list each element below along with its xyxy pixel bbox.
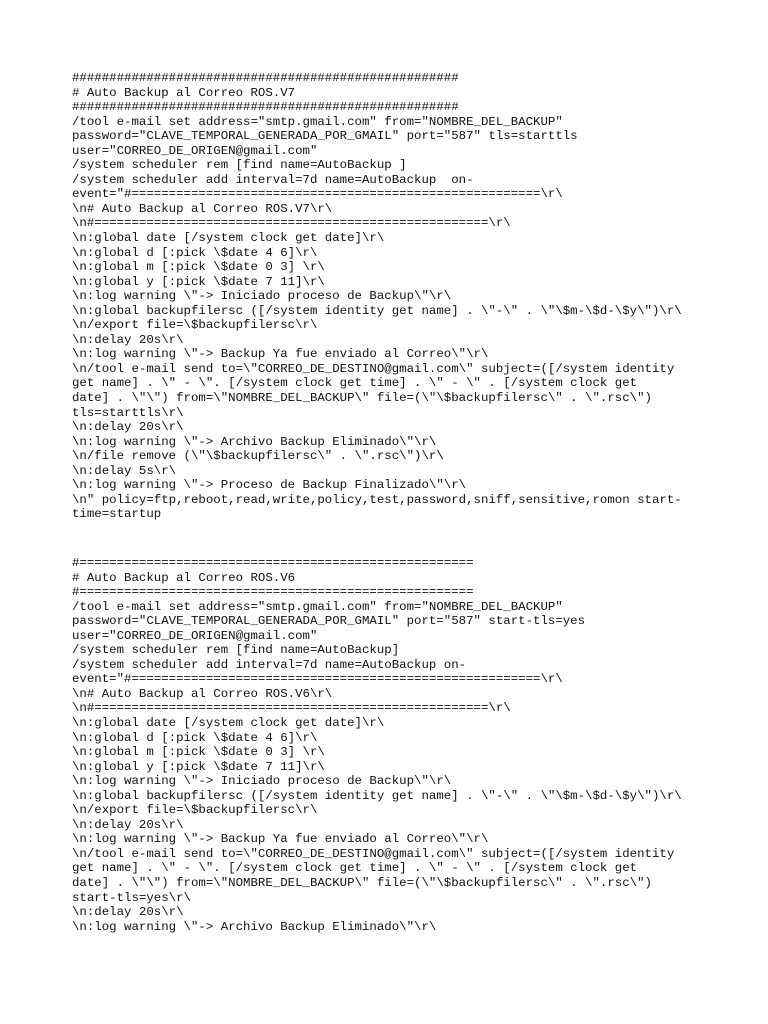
script-block-ros-v6: #===================================================== # Auto Backup al Correo ROS.V6 #===================================================== /tool e-mail set address="smtp.gmail.com" from="NOMBRE_DEL_BACKUP" password="CLAVE_TEMPORAL_GENERADA_POR_GMAIL" port="587" start-tls=yes user="CORREO_DE_ORIGEN@gmail.com" /system scheduler rem [find name=AutoBackup] /system scheduler add interval=7d name=AutoBackup on- event="#=======================================================\r\ \n# Auto Backup al Correo ROS.V6\r\ \n#=====================================================\r\ \n:global date [/system clock get date]\r\ \n:global d [:pick \$date 4 6]\r\ \n:global m [:pick \$date 0 3] \r\ \n:global y [:pick \$date 7 11]\r\ \n:log warning \"-> Iniciado proceso de Backup\"\r\ \n:global backupfilersc ([/system identity get name] . \"-\" . \"\$m-\$d-\$y\")\r\ \n/export file=\$backupfilersc\r\ \n:delay 20s\r\ \n:log warning \"-> Backup Ya fue enviado al Correo\"\r\ \n/tool e-mail send to=\"CORREO_DE_DESTINO@gmail.com\" subject=([/system identity get name] . \" - \". [/system clock get time] . \" - \" . [/system clock get date] . \"\") from=\"NOMBRE_DEL_BACKUP\" file=(\"\$backupfilersc\" . \".rsc\") start-tls=yes\r\ \n:delay 20s\r\ \n:log warning \"-> Archivo Backup Eliminado\"\r\ [72,556,682,934]
script-block-ros-v7: #################################################### # Auto Backup al Correo ROS.V7 #################################################### /tool e-mail set address="smtp.gmail.com" from="NOMBRE_DEL_BACKUP" password="CLAVE_TEMPORAL_GENERADA_POR_GMAIL" port="587" tls=starttls user="CORREO_DE_ORIGEN@gmail.com" /system scheduler rem [find name=AutoBackup ] /system scheduler add interval=7d name=AutoBackup on- event="#=======================================================\r\ \n# Auto Backup al Correo ROS.V7\r\ \n#=====================================================\r\ \n:global date [/system clock get date]\r\ \n:global d [:pick \$date 4 6]\r\ \n:global m [:pick \$date 0 3] \r\ \n:global y [:pick \$date 7 11]\r\ \n:log warning \"-> Iniciado proceso de Backup\"\r\ \n:global backupfilersc ([/system identity get name] . \"-\" . \"\$m-\$d-\$y\")\r\ \n/export file=\$backupfilersc\r\ \n:delay 20s\r\ \n:log warning \"-> Backup Ya fue enviado al Correo\"\r\ \n/tool e-mail send to=\"CORREO_DE_DESTINO@gmail.com\" subject=([/system identity get name] . \" - \". [/system clock get time] . \" - \" . [/system clock get date] . \"\") from=\"NOMBRE_DEL_BACKUP\" file=(\"\$backupfilersc\" . \".rsc\") tls=starttls\r\ \n:delay 20s\r\ \n:log warning \"-> Archivo Backup Eliminado\"\r\ \n/file remove (\"\$backupfilersc\" . \".rsc\")\r\ \n:delay 5s\r\ \n:log warning \"-> Proceso de Backup Finalizado\"\r\ \n" policy=ftp,reboot,read,write,policy,test,password,sniff,sensitive,romon start- time=startup [72,71,682,522]
